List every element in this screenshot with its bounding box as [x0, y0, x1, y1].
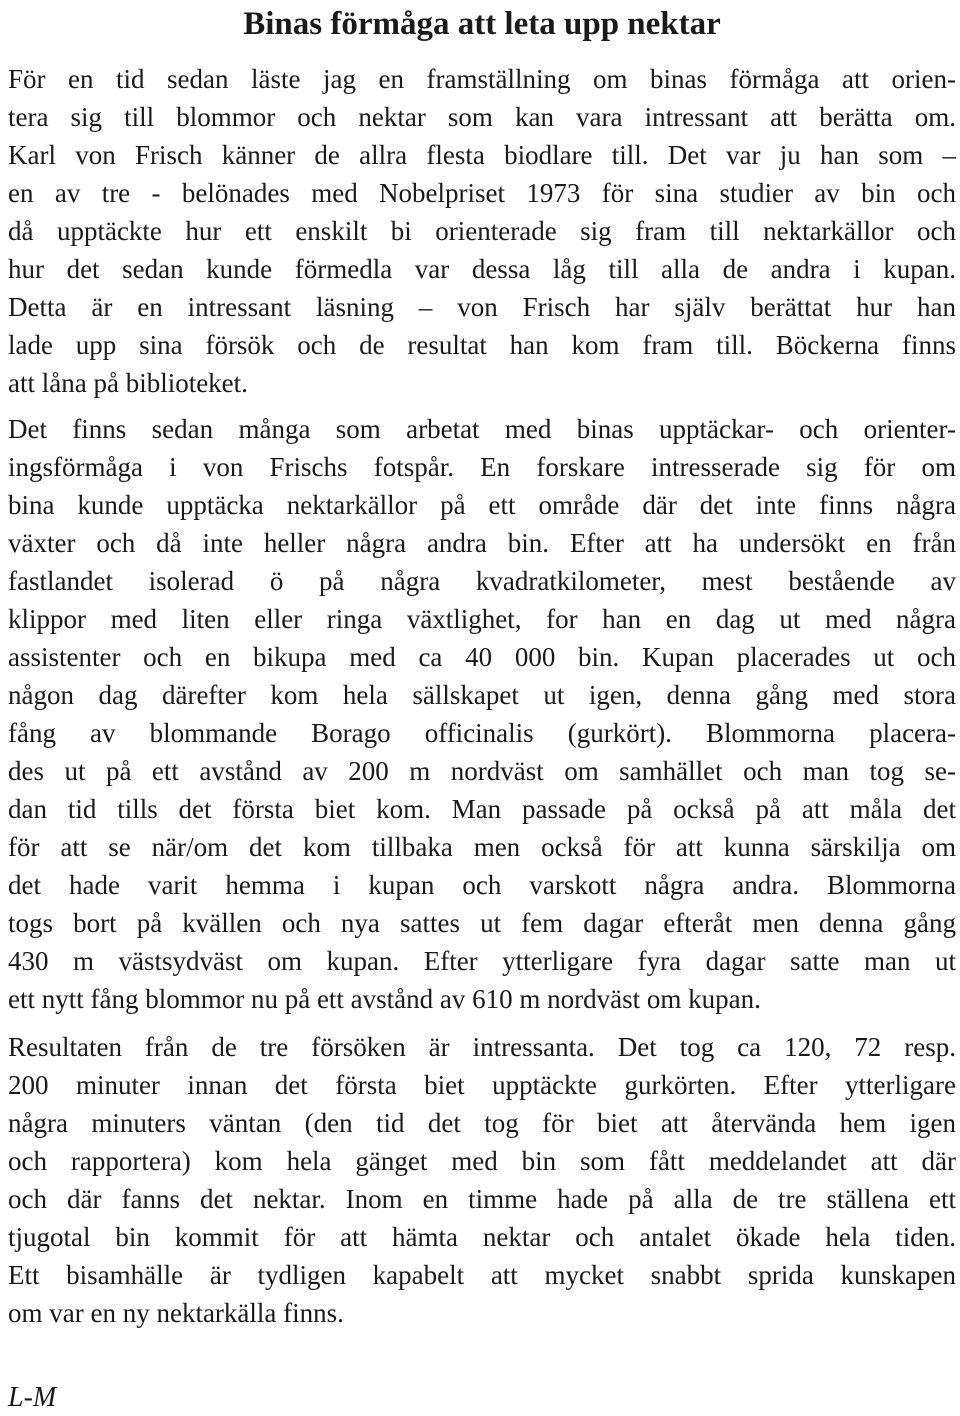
text-line: några minuters väntan (den tid det tog för biet att återvända hem igen — [8, 1108, 956, 1138]
text-line: tera sig till blommor och nektar som kan vara intressant att berätta om. — [8, 102, 956, 132]
article-title: Binas förmåga att leta upp nektar — [243, 6, 721, 42]
text-line: klippor med liten eller ringa växtlighet, for han en dag ut med några — [8, 604, 956, 634]
text-line: tjugotal bin kommit för att hämta nektar och antalet ökade hela tiden. — [8, 1222, 956, 1252]
paragraph-results — [8, 1028, 956, 1332]
text-line: Ett bisamhälle är tydligen kapabelt att mycket snabbt sprida kunskapen — [8, 1260, 956, 1290]
text-line: att låna på biblioteket. — [8, 368, 248, 398]
text-line: des ut på ett avstånd av 200 m nordväst om samhället och man tog se- — [8, 756, 956, 786]
text-line: någon dag därefter kom hela sällskapet ut igen, denna gång med stora — [8, 680, 956, 710]
text-line: det hade varit hemma i kupan och varskott några andra. Blommorna — [8, 870, 956, 900]
text-line: Det finns sedan många som arbetat med binas upptäckar- och orienter- — [8, 414, 956, 444]
paragraph-intro — [8, 60, 956, 136]
text-line: bina kunde upptäcka nektarkällor på ett område där det inte finns några — [8, 490, 956, 520]
text-line: då upptäckte hur ett enskilt bi orienterade sig fram till nektarkällor och — [8, 216, 956, 246]
text-line: lade upp sina försök och de resultat han kom fram till. Böckerna finns — [8, 330, 956, 360]
text-line: och där fanns det nektar. Inom en timme hade på alla de tre ställena ett — [8, 1184, 956, 1214]
text-line: dan tid tills det första biet kom. Man passade på också på att måla det — [8, 794, 956, 824]
text-line: Detta är en intressant läsning – von Frisch har själv berättat hur han — [8, 292, 956, 322]
text-line: för att se när/om det kom tillbaka men också för att kunna särskilja om — [8, 832, 956, 862]
text-line: assistenter och en bikupa med ca 40 000 bin. Kupan placerades ut och — [8, 642, 956, 672]
text-line: 430 m västsydväst om kupan. Efter ytterligare fyra dagar satte man ut — [8, 946, 956, 976]
text-line: togs bort på kvällen och nya sattes ut fem dagar efteråt men denna gång — [8, 908, 956, 938]
paragraph-von-frisch — [8, 136, 956, 402]
paragraph-experiment — [8, 410, 956, 1018]
text-line: Resultaten från de tre försöken är intressanta. Det tog ca 120, 72 resp. — [8, 1032, 956, 1062]
text-line: ingsförmåga i von Frischs fotspår. En forskare intresserade sig för om — [8, 452, 956, 482]
text-line: om var en ny nektarkälla finns. — [8, 1298, 344, 1328]
text-line: 200 minuter innan det första biet upptäckte gurkörten. Efter ytterligare — [8, 1070, 956, 1100]
text-line: hur det sedan kunde förmedla var dessa låg till alla de andra i kupan. — [8, 254, 956, 284]
author-signature: L-M — [8, 1382, 57, 1413]
text-line: fång av blommande Borago officinalis (gurkört). Blommorna placera- — [8, 718, 956, 748]
text-line: fastlandet isolerad ö på några kvadratkilometer, mest bestående av — [8, 566, 956, 596]
text-line: För en tid sedan läste jag en framställning om binas förmåga att orien- — [8, 64, 956, 94]
text-line: växter och då inte heller några andra bin. Efter att ha undersökt en från — [8, 528, 956, 558]
text-line: en av tre - belönades med Nobelpriset 1973 för sina studier av bin och — [8, 178, 956, 208]
text-line: ett nytt fång blommor nu på ett avstånd av 610 m nordväst om kupan. — [8, 984, 761, 1014]
text-line: och rapportera) kom hela gänget med bin som fått meddelandet att där — [8, 1146, 956, 1176]
text-line: Karl von Frisch känner de allra flesta biodlare till. Det var ju han som – — [8, 140, 956, 170]
